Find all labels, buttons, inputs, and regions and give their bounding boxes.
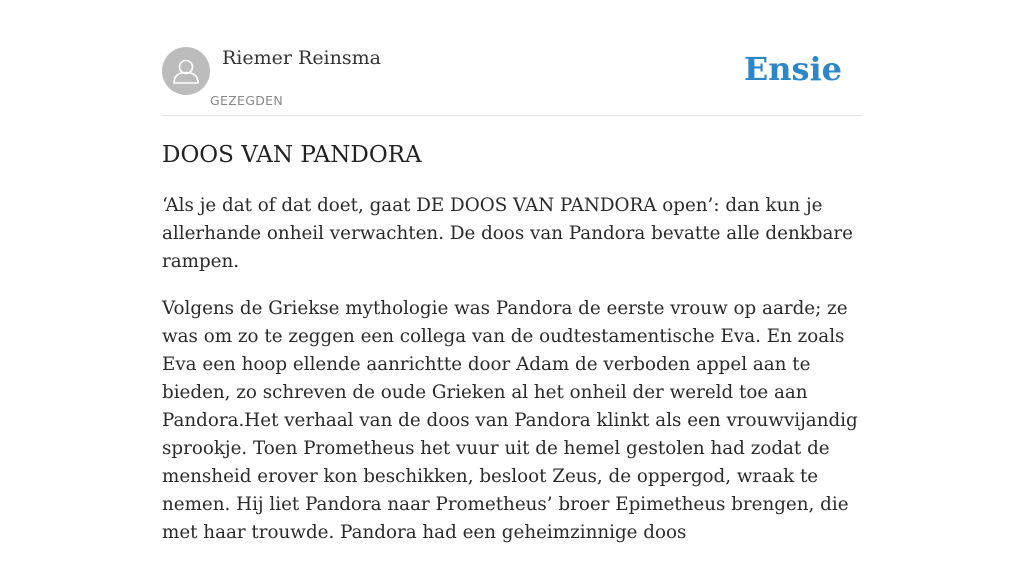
user-icon	[162, 47, 210, 95]
article-paragraph: ‘Als je dat of dat doet, gaat DE DOOS VAN PANDORA open’: dan kun je allerhande onheil verwachten. De doos van Pandora bevatte alle denkbare rampen.	[162, 195, 853, 272]
article-header	[162, 47, 862, 116]
article-paragraph: Volgens de Griekse mythologie was Pandora de eerste vrouw op aarde; ze was om zo te zeggen een collega van de oudtestamentische Eva. En zoals Eva een hoop ellende aanrichtte door Adam de verboden appel aan te bieden, zo schreven de oude Grieken al het onheil der wereld toe aan Pandora.Het verhaal van de doos van Pandora klinkt als een vrouwvijandig sprookje. Toen Prometheus het vuur uit de hemel gestolen had zodat de mensheid erover kon beschikken, besloot Zeus, de oppergod, wraak te nemen. Hij liet Pandora naar Prometheus’ broer Epimetheus brengen, die met haar trouwde. Pandora had een geheimzinnige doos	[162, 298, 858, 543]
article-body	[162, 192, 866, 566]
category-label[interactable]: GEZEGDEN	[210, 93, 284, 108]
brand-logo[interactable]: Ensie	[743, 50, 842, 88]
author-avatar[interactable]	[162, 47, 210, 95]
author-name[interactable]: Riemer Reinsma	[222, 47, 381, 69]
article-title: DOOS VAN PANDORA	[162, 142, 422, 168]
